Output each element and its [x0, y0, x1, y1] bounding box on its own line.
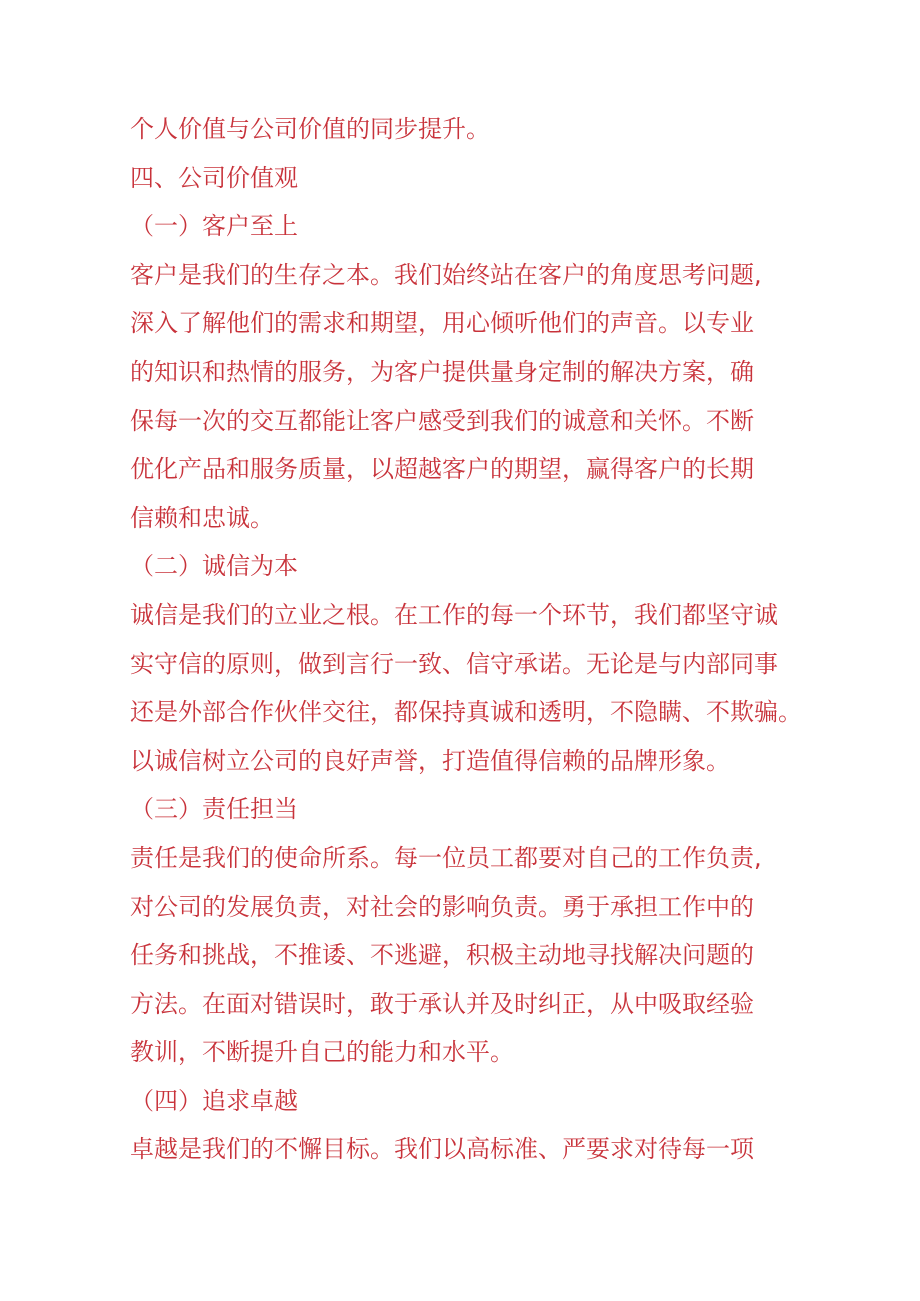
subsection-heading: （一）客户至上: [130, 212, 298, 241]
paragraph-line: 个人价值与公司价值的同步提升。: [130, 115, 490, 143]
subsection-heading: （三）责任担当: [130, 795, 298, 824]
paragraph-line: 任务和挑战，不推诿、不逃避，积极主动地寻找解决问题的: [130, 941, 754, 970]
document-body: [130, 105, 802, 1174]
paragraph-line: 诚信是我们的立业之根。在工作的每一个环节，我们都坚守诚: [130, 600, 778, 629]
section-heading: 四、公司价值观: [130, 163, 298, 192]
paragraph-line: 信赖和忠诚。: [130, 503, 274, 532]
paragraph-line: 客户是我们的生存之本。我们始终站在客户的角度思考问题,: [130, 260, 762, 289]
subsection-heading: （二）诚信为本: [130, 552, 298, 581]
paragraph-line: 教训，不断提升自己的能力和水平。: [130, 1038, 514, 1067]
paragraph-line: 卓越是我们的不懈目标。我们以高标准、严要求对待每一项: [130, 1135, 754, 1164]
paragraph-line: 责任是我们的使命所系。每一位员工都要对自己的工作负责,: [130, 843, 762, 872]
paragraph-line: 优化产品和服务质量，以超越客户的期望，赢得客户的长期: [130, 455, 754, 484]
paragraph-line: 保每一次的交互都能让客户感受到我们的诚意和关怀。不断: [130, 406, 754, 435]
paragraph-line: 对公司的发展负责，对社会的影响负责。勇于承担工作中的: [130, 892, 754, 921]
paragraph-line: 还是外部合作伙伴交往，都保持真诚和透明，不隐瞒、不欺骗。: [130, 698, 802, 727]
paragraph-line: 实守信的原则，做到言行一致、信守承诺。无论是与内部同事: [130, 649, 778, 678]
paragraph-line: 深入了解他们的需求和期望，用心倾听他们的声音。以专业: [130, 309, 754, 338]
paragraph-line: 方法。在面对错误时，敢于承认并及时纠正，从中吸取经验: [130, 989, 754, 1018]
paragraph-line: 以诚信树立公司的良好声誉，打造值得信赖的品牌形象。: [130, 746, 730, 775]
subsection-heading: （四）追求卓越: [130, 1086, 298, 1115]
paragraph-line: 的知识和热情的服务，为客户提供量身定制的解决方案，确: [130, 357, 754, 386]
